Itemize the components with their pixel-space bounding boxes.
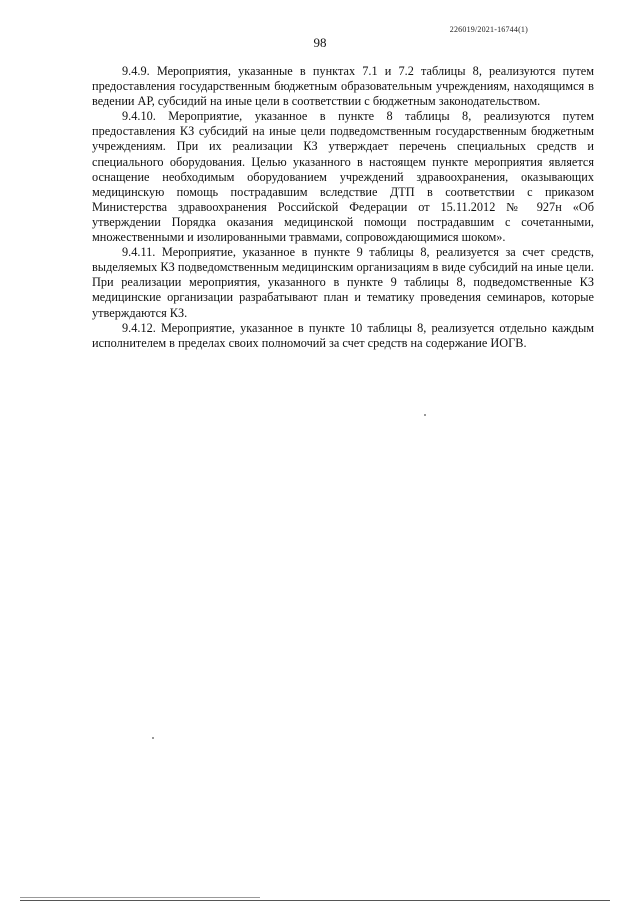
scan-edge-line — [20, 897, 260, 898]
document-body — [92, 64, 594, 351]
paragraph-9-4-11: 9.4.11. Мероприятие, указанное в пункте 9 таблицы 8, реализуется за счет средств, выделяемых КЗ подведомственным медицинским организациям в виде субсидий на иные цели. При реализации мероприятия, указанного в пункте 9 таблицы 8, подведомственные КЗ медицинские организации разрабатывают план и тематику проведения семинаров, которые утверждаются КЗ. — [92, 245, 594, 320]
scan-speck — [424, 414, 426, 416]
scan-edge-line — [20, 900, 610, 901]
scan-speck — [152, 737, 154, 739]
page-number: 98 — [313, 35, 327, 50]
paragraph-9-4-10: 9.4.10. Мероприятие, указанное в пункте 8 таблицы 8, реализуются путем предоставления КЗ субсидий на иные цели подведомственным государственным бюджетным учреждениям. При их реализации КЗ утверждает перечень специальных средств и специального оборудования. Целью указанного в настоящем пункте мероприятия является оснащение необходимым оборудованием учреждений здравоохранения, оказывающих медицинскую помощь пострадавшим вследствие ДТП в соответствии с приказом Министерства здравоохранения Российской Федерации от 15.11.2012 № 927н «Об утверждении Порядка оказания медицинской помощи пострадавшим с сочетанными, множественными и изолированными травмами, сопровождающимися шоком». — [92, 109, 594, 245]
document-registration-number: 226019/2021-16744(1) — [449, 25, 528, 34]
paragraph-9-4-9: 9.4.9. Мероприятия, указанные в пунктах 7.1 и 7.2 таблицы 8, реализуются путем предоставления государственным бюджетным образовательным учреждениям, находящимся в ведении АР, субсидий на иные цели в соответствии с бюджетным законодательством. — [92, 64, 594, 109]
paragraph-9-4-12: 9.4.12. Мероприятие, указанное в пункте 10 таблицы 8, реализуется отдельно каждым исполнителем в пределах своих полномочий за счет средств на содержание ИОГВ. — [92, 320, 594, 350]
